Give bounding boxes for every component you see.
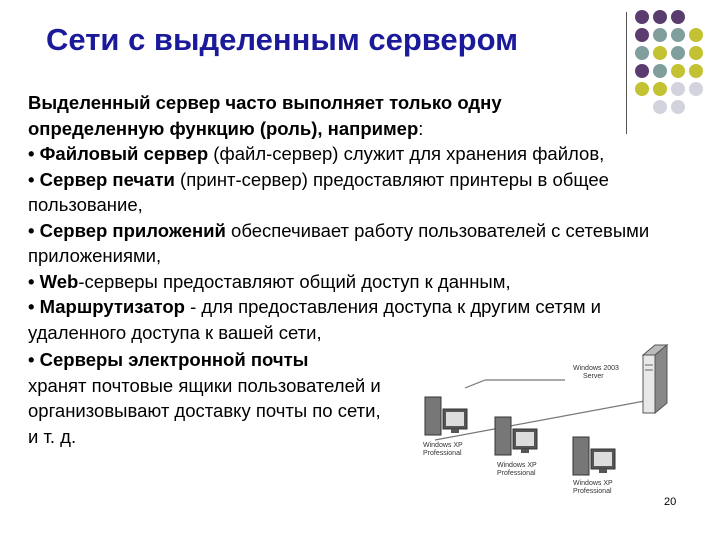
decor-dot: [635, 28, 649, 42]
mail-server-text: [28, 347, 388, 449]
decor-dot: [653, 28, 667, 42]
list-item: [28, 167, 698, 218]
pc2-label-1: Windows XP: [497, 462, 537, 469]
list-item-bold: • Сервер печати: [28, 168, 175, 190]
list-item: [28, 347, 388, 449]
list-item-text: (принт-сервер) предоставляют принтеры в общее пользование,: [28, 168, 609, 215]
body-text: [28, 90, 698, 345]
decor-dot: [653, 10, 667, 24]
workstation-icon: [573, 437, 615, 475]
list-item-bold: • Файловый сервер: [28, 143, 209, 164]
decor-dot: [653, 46, 667, 60]
list-item: [28, 269, 698, 295]
server-label-2: Server: [583, 373, 604, 380]
decor-dot: [635, 10, 649, 24]
slide-title: Сети с выделенным сервером: [46, 22, 519, 57]
decor-dot: [689, 46, 703, 60]
list-item-text: хранят почтовые ящики пользователей и организовывают доставку почты по сети, и т. д.: [28, 374, 381, 447]
pc1-label-2: Professional: [423, 450, 462, 457]
pc3-label-1: Windows XP: [573, 480, 613, 487]
network-diagram: [405, 335, 695, 510]
decor-dot: [671, 46, 685, 60]
pc3-label-2: Professional: [573, 488, 612, 495]
server-label-1: Windows 2003: [573, 365, 619, 372]
intro-line-1: Выделенный сервер часто выполняет только одну: [28, 92, 502, 113]
decor-dot: [635, 64, 649, 78]
list-item-text: -серверы предоставляют общий доступ к данным,: [78, 270, 511, 292]
server-icon: [643, 345, 667, 413]
list-item-text: обеспечивает работу пользователей с сетевыми приложениями,: [28, 219, 650, 266]
list-item-bold: • Сервер приложений: [28, 219, 226, 241]
list-item-bold: • Серверы электронной почты: [28, 349, 309, 370]
list-item: [28, 141, 698, 167]
list-item-bold: • Web: [28, 270, 79, 292]
decor-dot: [689, 28, 703, 42]
list-item-text: (файл-сервер) служит для хранения файлов,: [208, 143, 605, 164]
intro-paragraph: [28, 90, 698, 141]
decor-dot: [671, 28, 685, 42]
decor-dot: [635, 46, 649, 60]
intro-line-2: определенную функцию (роль), например: [28, 117, 419, 139]
intro-colon: :: [418, 117, 424, 139]
decor-dot: [671, 10, 685, 24]
pc2-label-2: Professional: [497, 470, 536, 477]
workstation-icon: [425, 397, 467, 435]
decor-dot: [653, 64, 667, 78]
decor-dot: [671, 64, 685, 78]
pc1-label-1: Windows XP: [423, 442, 463, 449]
list-item-text: - для предоставления доступа к другим сетям и удаленного доступа к вашей сети,: [28, 296, 602, 343]
list-item: [28, 218, 698, 269]
list-item-bold: • Маршрутизатор: [28, 296, 185, 317]
page-number: 20: [664, 496, 677, 508]
decor-dot: [689, 64, 703, 78]
